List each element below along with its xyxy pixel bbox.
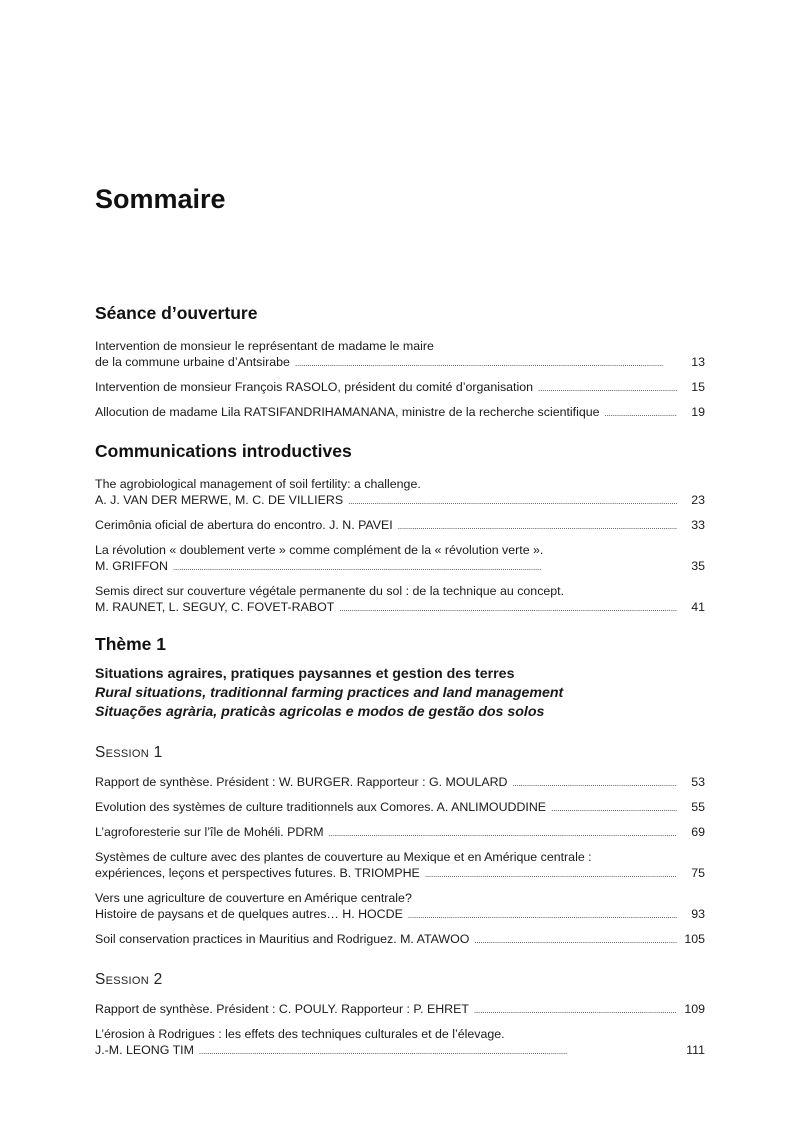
toc-entry-row (95, 865, 705, 883)
toc-entry-row (95, 599, 705, 617)
dot-leader (398, 517, 677, 535)
toc-entry-row (95, 774, 705, 792)
toc-entry-text: Cerimônia oficial de abertura do encontro. J. N. PAVEI (95, 518, 393, 532)
dot-leader (339, 599, 677, 617)
toc-entry-row (95, 404, 705, 422)
toc-entry-text: de la commune urbaine d’Antsirabe (95, 355, 290, 369)
toc-entry-text: La révolution « doublement verte » comme complément de la « révolution verte ». (95, 543, 544, 557)
dot-leader (295, 354, 677, 372)
dot-leader (199, 1042, 677, 1060)
page-number: 69 (691, 825, 705, 839)
toc-entry[interactable] (95, 404, 705, 422)
toc-entry-text: expériences, leçons et perspectives futures. B. TRIOMPHE (95, 866, 420, 880)
toc-entry-text: Systèmes de culture avec des plantes de couverture au Mexique et en Amérique centrale : (95, 850, 592, 864)
dot-leader (329, 824, 677, 842)
toc-entry-text: A. J. VAN DER MERWE, M. C. DE VILLIERS (95, 493, 344, 507)
dot-leader (408, 906, 677, 924)
toc-entry[interactable] (95, 931, 705, 949)
toc-entry-text: Histoire de paysans et de quelques autres… H. HOCDE (95, 907, 403, 921)
toc-entry-row (95, 824, 705, 842)
toc-entry[interactable] (95, 774, 705, 792)
toc-entry[interactable] (95, 1001, 705, 1019)
page-number: 55 (691, 800, 705, 814)
entry-list (95, 1001, 705, 1060)
toc-entry[interactable] (95, 849, 705, 883)
toc-entry-text: Intervention de monsieur François RASOLO, président du comité d’organisation (95, 380, 534, 394)
toc-entry-row (95, 558, 705, 576)
page-number: 111 (686, 1043, 705, 1057)
entry-list (95, 476, 705, 617)
toc-entry-row (95, 1042, 705, 1060)
toc-entry[interactable] (95, 338, 705, 372)
toc-entry-text: Rapport de synthèse. Président : W. BURGER. Rapporteur : G. MOULARD (95, 775, 508, 789)
page-title: Sommaire (95, 184, 226, 214)
toc-entry[interactable] (95, 476, 705, 510)
page-number: 23 (691, 493, 705, 507)
page-number: 15 (691, 380, 705, 394)
toc-entry[interactable] (95, 890, 705, 924)
session-1-heading: Session 1 (95, 744, 163, 761)
toc-entry-text: L’érosion à Rodrigues : les effets des techniques culturales et de l’élevage. (95, 1027, 505, 1041)
toc-entry-text: Semis direct sur couverture végétale permanente du sol : de la technique au concept. (95, 584, 565, 598)
page-number: 33 (691, 518, 705, 532)
page-number: 53 (691, 775, 705, 789)
toc-entry-row (95, 517, 705, 535)
toc-entry-row (95, 799, 705, 817)
dot-leader (474, 1001, 677, 1019)
section-communications (95, 441, 705, 624)
section-theme-1 (95, 634, 705, 1067)
toc-entry-text: Vers une agriculture de couverture en Amérique centrale? (95, 891, 412, 905)
toc-entry-text: L’agroforesterie sur l’île de Mohéli. PDRM (95, 825, 324, 839)
dot-leader (605, 404, 677, 422)
page-number: 109 (684, 1002, 705, 1016)
toc-entry[interactable] (95, 799, 705, 817)
toc-entry[interactable] (95, 1026, 705, 1060)
toc-entry-text: The agrobiological management of soil fertility: a challenge. (95, 477, 421, 491)
toc-entry[interactable] (95, 542, 705, 576)
toc-entry-text: M. GRIFFON (95, 559, 168, 573)
page-number: 19 (691, 405, 705, 419)
toc-entry-row (95, 379, 705, 397)
theme-subtitle-pt: Situações agrària, praticàs agricolas e modos de gestão dos solos (95, 704, 545, 720)
toc-entry[interactable] (95, 583, 705, 617)
dot-leader (538, 379, 677, 397)
dot-leader (348, 492, 677, 510)
toc-entry-row (95, 1001, 705, 1019)
toc-entry-row (95, 931, 705, 949)
toc-entry-text: Soil conservation practices in Mauritius and Rodriguez. M. ATAWOO (95, 932, 470, 946)
theme-heading: Thème 1 (95, 634, 166, 654)
toc-entry[interactable] (95, 824, 705, 842)
toc-entry[interactable] (95, 517, 705, 535)
page-number: 105 (684, 932, 705, 946)
toc-entry-row (95, 906, 705, 924)
page-number: 93 (691, 907, 705, 921)
toc-entry-text: Evolution des systèmes de culture traditionnels aux Comores. A. ANLIMOUDDINE (95, 800, 547, 814)
entry-list (95, 774, 705, 949)
section-heading: Communications introductives (95, 441, 352, 461)
entry-list (95, 338, 705, 422)
page-number: 13 (691, 355, 705, 369)
dot-leader (474, 931, 677, 949)
dot-leader (425, 865, 677, 883)
toc-entry-text: Rapport de synthèse. Président : C. POULY. Rapporteur : P. EHRET (95, 1002, 469, 1016)
theme-subtitle-fr: Situations agraires, pratiques paysannes et gestion des terres (95, 666, 515, 682)
page-number: 75 (691, 866, 705, 880)
dot-leader (173, 558, 677, 576)
toc-entry-text: J.-M. LEONG TIM (95, 1043, 194, 1057)
toc-entry-text: Allocution de madame Lila RATSIFANDRIHAMANANA, ministre de la recherche scientifique (95, 405, 600, 419)
toc-entry-row (95, 354, 705, 372)
page-number: 35 (691, 559, 705, 573)
toc-entry-text: Intervention de monsieur le représentant de madame le maire (95, 339, 434, 353)
toc-entry[interactable] (95, 379, 705, 397)
dot-leader (551, 799, 677, 817)
page-number: 41 (691, 600, 705, 614)
theme-subtitle-en: Rural situations, traditionnal farming practices and land management (95, 685, 564, 701)
section-seance-ouverture (95, 303, 705, 429)
session-2-heading: Session 2 (95, 971, 163, 988)
toc-entry-text: M. RAUNET, L. SEGUY, C. FOVET-RABOT (95, 600, 335, 614)
toc-entry-row (95, 492, 705, 510)
section-heading: Séance d’ouverture (95, 303, 258, 323)
dot-leader (513, 774, 678, 792)
